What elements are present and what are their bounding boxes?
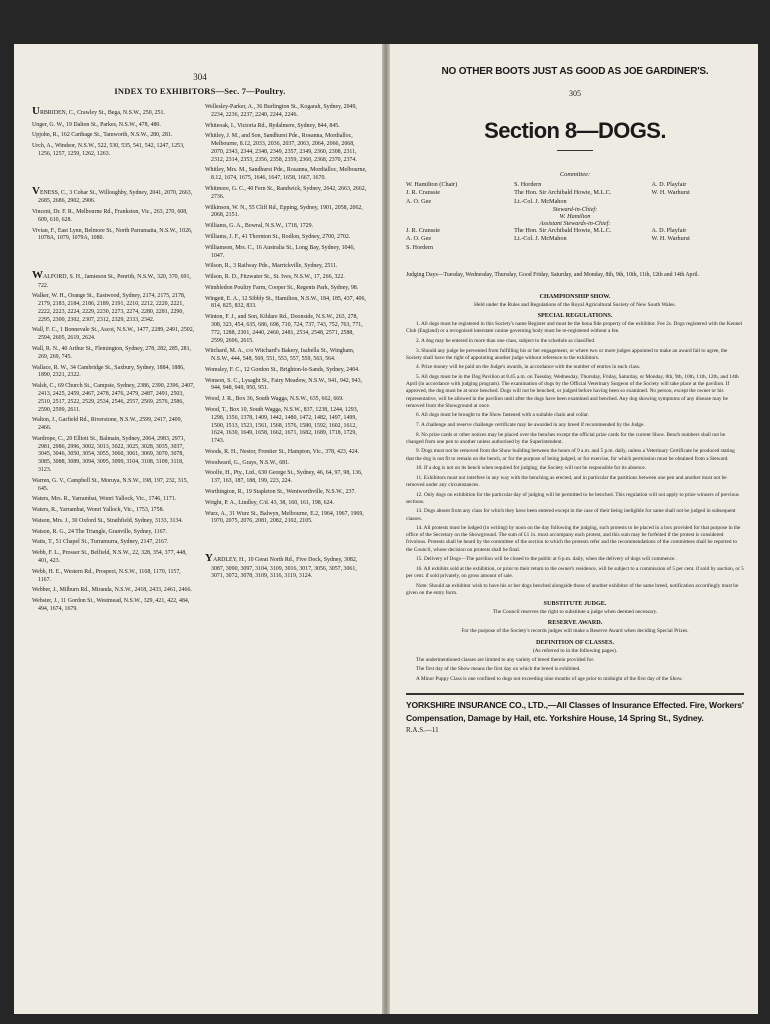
- right-page-number: 305: [569, 89, 581, 98]
- held-under-note: Held under the Rules and Regulations of the Royal Agricultural Society of New South Wales.: [474, 301, 676, 308]
- index-entry: [32, 569, 195, 585]
- index-column-1: [32, 104, 195, 617]
- footer-code: R.A.S.—11: [406, 726, 439, 735]
- entry-text: Williams, J. F., 41 Thornton St., Rodlon, Sydney, 2700, 2702.: [205, 233, 351, 240]
- initial-letter: U: [32, 105, 40, 117]
- entry-text: Wilson, R., 3 Railway Pde., Marrickville, Sydney, 2511.: [205, 263, 338, 270]
- regulations-list: [406, 321, 744, 597]
- index-entry: [32, 327, 195, 343]
- entry-text: Waters, R., Yarrambat, Wonri Yallock, Vic., 1753, 1758.: [32, 507, 164, 514]
- member-name: W. H. Warhurst: [651, 189, 690, 197]
- index-entry: [32, 184, 195, 206]
- index-entry: [205, 348, 368, 364]
- index-entry: [32, 365, 195, 381]
- member-name: Lt.-Col. J. McMahon: [514, 235, 567, 243]
- index-entry: [32, 346, 195, 362]
- assistant-stewards-heading: Assistant Stewards-in-Chief:: [539, 220, 611, 228]
- entry-text: Wallace, R. W., 34 Cambridge St., Saxbury, Sydney, 1884, 1886, 1890, 2321, 2322.: [32, 364, 185, 379]
- judging-days: Judging Days—Tuesday, Wednesday, Thursday, Good Friday, Saturday, and Monday, 8th, 9th, 10th, 11th, 12th and 14th April.: [406, 272, 700, 279]
- index-entry: [205, 223, 368, 231]
- left-page: [14, 44, 382, 1014]
- index-entry: [205, 274, 368, 282]
- entry-text: Wood, J. R., Box 36, South Wagga, N.S.W., 635, 662, 669.: [205, 396, 344, 403]
- definitions-list: [406, 657, 744, 683]
- initial-letter: V: [32, 184, 40, 197]
- index-entry: [32, 539, 195, 547]
- left-page-number: 304: [193, 72, 207, 82]
- regulation-item: 8. No prize cards or other notices may be placed over the benches except the official prize cards for the current Show. Bench numbers shall not be changed from one pen to another unless authorised by the Superintendent.: [406, 431, 726, 445]
- championship-heading: CHAMPIONSHIP SHOW.: [539, 292, 611, 300]
- regulation-item: 16. All exhibits sold at the exhibition, or prior to their return to the owner's residence, will be subject to a commission of 5 per cent. if sold by auction, or 5 per cent. if sold privately, on gross amount of sale.: [406, 565, 744, 579]
- entry-text: Webber, J., Milburn Rd., Miranda, N.S.W., 2418, 2433, 2461, 2466.: [32, 587, 192, 594]
- entry-text: Wilson, R. D., Fitzwater St., St. Ives, N.S.W., 17, 266, 322.: [205, 274, 345, 281]
- definition-item: The first day of the Show means the first day on which the breed is exhibited.: [416, 666, 581, 673]
- entry-text: Wilkinson, W. N., 55 Cliff Rd., Epping, Sydney, 1901, 2058, 2062, 2068, 2151.: [205, 204, 363, 219]
- committee-heading: Committee:: [559, 171, 591, 178]
- entry-text: Wardrope, C., 20 Elliott St., Balmain, Sydney, 2064, 2983, 2971, 2981, 2986, 2996, 3002, 3013, 3022, 3025, 3028, 3035, 3037, 3045, 3046, 3050, 3054, 3055, 3060, 3061, 3069, 3070, 3078, 3085, 3088, 3089, 3094, 3095, 3099, 3104, 3108, 3109, 3118, 3123.: [32, 435, 186, 473]
- entry-text: Waters, Mrs. R., Yarrambat, Wonri Yallock, Vic., 1746, 1171.: [32, 496, 177, 503]
- index-entry: [205, 489, 368, 497]
- index-entry: [205, 133, 368, 164]
- entry-text: Whitley, Mrs. M., Sandhurst Pde., Rosanna, Mordialloc, Melbourne, 8.12, 1674, 1675, 1646, 1647, 1658, 1667, 1670.: [205, 167, 367, 182]
- entry-text: ENESS, C., 3 Cobar St., Willoughby, Sydney, 2041, 2070, 2663, 2685, 2686, 2902, 2906.: [38, 189, 193, 205]
- regulation-item: 1. All dogs must be registered in this Society's name Register and must be the bona fide property of the exhibitor. Fee 2s. Dogs registered with the Kennel Club (England) or a recognised interstate canine governing body must be re-registered without a fee.: [406, 321, 743, 335]
- index-entry: [205, 470, 368, 486]
- regulation-item: 12. Only dogs on exhibition for the particular day of judging will be permitted to be benched. This regulation will not apply to prize winners of previous sections.: [406, 491, 739, 505]
- index-entry: [205, 104, 368, 120]
- entry-text: Woolfe, H., Pty., Ltd., 630 George St., Sydney, 46, 64, 97, 98, 136, 137, 163, 187, 188, 199, 223, 224.: [205, 470, 363, 485]
- member-name: W. Hamilton (Chair): [406, 181, 458, 188]
- member-name: A. O. Gee: [406, 197, 432, 205]
- entry-text: Womsley, F. C., 12 Gordon St., Brighton-le-Sands, Sydney, 2404.: [205, 366, 360, 373]
- entry-text: Warren, G. V., Campbell St., Moruya, N.S.W., 198, 197, 232, 315, 645.: [32, 477, 189, 492]
- right-page: [390, 44, 758, 1014]
- index-entry: [205, 296, 368, 312]
- entry-text: Upjohn, R., 162 Carthage St., Tamworth, N.S.W., 280, 281.: [32, 132, 173, 139]
- entry-text: Wall, R. N., 40 Arthur St., Flemington, Sydney, 278, 282, 285, 281, 269, 269, 745.: [32, 346, 192, 360]
- index-entry: [32, 496, 195, 504]
- regulation-item: 7. A challenge and reserve challenge certificate may be awarded in any breed if recommended by the Judge.: [416, 421, 645, 428]
- chief-steward-heading: Steward-in-Chief:: [552, 206, 598, 214]
- entry-text: Whitmore, G. C., 40 Fern St., Randwick, Sydney, 2642, 2663, 2662, 2736.: [205, 186, 367, 200]
- index-entry: [205, 167, 368, 183]
- member-name: Lt.-Col. J. McMahon: [514, 197, 567, 205]
- regulation-item: 5. All dogs must be in the Dog Pavilion at 8.45 a.m. on Tuesday, Wednesday, Thursday, Friday, Saturday, or Monday, 8th, 9th, 10th, 11th, 12th, and 14th April (in accordance with judging program). The examination of dogs by the Official Veterinary Surgeon of the Society will take place at the pavilion. If approved, the dog must be at once benched. Dogs will not be benched, or judged before having been so examined. No person, except the owner or his representative, will be allowed in the pavilion until after the dogs have been examined and benched. Any dog showing symptoms of any disease may be removed from the Showground at once.: [406, 374, 739, 409]
- regulation-item: 4. Prize money will be paid on the Judge's awards, in accordance with the number of entries in each class.: [416, 364, 641, 371]
- index-entry: [205, 314, 368, 345]
- entry-text: Unger, G. W., 19 Dalton St., Parkes, N.S.W., 478, 480.: [32, 121, 161, 128]
- index-entry: [32, 518, 195, 526]
- index-entry: [205, 186, 368, 202]
- regulation-item: 6. All dogs must be brought to the Show fastened with a suitable chain and collar.: [416, 412, 589, 419]
- substitute-judge-text: The Council reserves the right to substitute a judge when deemed necessary.: [492, 608, 658, 615]
- entry-text: Witchard, M. A., c/o Witchard's Bakery, Isabella St., Wingham, N.S.W., 444, 548, 569, 551, 553, 557, 559, 563, 564.: [205, 348, 355, 363]
- insurance-advert: YORKSHIRE INSURANCE CO., LTD.,—All Classes of Insurance Effected. Fire, Workers' Compensation, Damage by Hail, etc. Yorkshire House, 14 Spring St., Sydney.: [406, 693, 744, 724]
- index-entry: [205, 245, 368, 261]
- regulation-item: Note: Should an exhibitor wish to have his or her dogs benched alongside those of another exhibitor of the same breed, notification accordingly must be given on the entry form.: [406, 582, 739, 596]
- entry-text: Williams, G. A., Bowral, N.S.W., 1718, 1729.: [205, 223, 314, 230]
- member-name: A. D. Playfair: [651, 227, 687, 235]
- entry-text: Walsh, C., 69 Church St., Campsie, Sydney, 2386, 2390, 2396, 2407, 2413, 2425, 2459, 2467, 2478, 2476, 2479, 2487, 2491, 2503, 2510, 2517, 2522, 2529, 2534, 2546, 2557, 2569, 2576, 2586, 2590, 2599, 2611.: [32, 383, 195, 413]
- regulation-item: 11. Exhibitors must not interfere in any way with the benching as erected, and in particular the partitions between one pen and another must not be removed under any circumstances.: [406, 474, 727, 488]
- index-entry: [205, 511, 368, 527]
- entry-text: Wall, F. C., 1 Bonnevale St., Ascot, N.S.W., 1477, 2289, 2491, 2502, 2594, 2605, 2619, 2624.: [32, 327, 195, 342]
- entry-text: Wingett, E. A., 12 Sibbly St., Hamilton, N.S.W., 184, 185, 437, 406, 814, 825, 832, 833.: [205, 295, 366, 310]
- index-column-2: [205, 104, 368, 617]
- entry-text: Wright, P. A., Lindley, C/d. 43, 38, 160, 161, 198, 624.: [205, 499, 334, 506]
- initial-letter: W: [32, 269, 43, 282]
- entry-text: ARDLEY, H., 10 Great North Rd., Five Dock, Sydney, 3082, 3087, 3090, 3097, 3104, 3109, 3016, 3017, 3056, 3057, 3061, 3071, 3072, 3078, 3109, 3116, 3119, 3124.: [211, 557, 358, 580]
- reserve-award-heading: RESERVE AWARD.: [547, 619, 603, 627]
- member-name: The Hon. Sir Archibald Howie, M.L.C.: [514, 189, 612, 197]
- entry-text: RBRIDEN, C., Crawley St., Bega, N.S.W., 250, 251.: [39, 110, 165, 116]
- entry-text: Vivian, F., East Lynn, Belmore St., North Parramatta, N.S.W., 1026, 1078A, 1079, 1079A, 1080.: [32, 227, 193, 242]
- entry-text: Williamson, Mrs. C., 16 Australia St., Long Bay, Sydney, 1046, 1047.: [205, 244, 355, 259]
- definition-heading: DEFINITION OF CLASSES.: [536, 638, 614, 646]
- member-name: W. H. Warhurst: [651, 235, 690, 243]
- index-entry: [32, 268, 195, 290]
- regulation-item: 3. Should any judge be prevented from fulfilling his or her engagement, or where two or more judges appointed to make an award fail to agree, the Society shall have the right of appointing another judge without reference to the exhibitors.: [406, 347, 728, 361]
- reserve-award-text: For the purpose of the Society's records judges will make a Reserve Award when deciding Special Prizes.: [461, 628, 689, 635]
- index-entry: [32, 293, 195, 324]
- index-entry: [32, 550, 195, 566]
- index-entry: [32, 598, 195, 614]
- index-entry: [205, 123, 368, 131]
- member-name: [652, 244, 744, 252]
- entry-text: Watson, R. G., 24 The Triangle, Granville, Sydney, 1167.: [32, 528, 167, 535]
- entry-text: Winton, F. J., and Son, Kildare Rd., Doonside, N.S.W., 263, 278, 308, 323, 454, 635, 686, 698, 710, 724, 737, 743, 752, 763, 771, 772, 1288, 2301, 2440, 2460, 2481, 2534, 2548, 2571, 2588, 2599, 2606, 2615.: [205, 314, 363, 344]
- entry-text: Whitley, J. M., and Son, Sandhurst Pde., Rosanna, Mordialloc, Melbourne, 8.12, 2033, 2036, 2037, 2063, 2064, 2066, 2068, 2070, 2343, 2344, 2348, 2349, 2357, 2349, 2360, 2308, 2311, 2312, 2314, 2353, 2356, 2358, 2359, 2360, 2368, 2370, 2374.: [205, 133, 357, 163]
- entry-text: Walton, J., Garfield Rd., Riverstone, N.S.W., 2599, 2417, 2409, 2466.: [32, 417, 182, 432]
- index-entry: [205, 205, 368, 221]
- index-entry: [32, 529, 195, 537]
- assistant-stewards-list: [406, 227, 744, 252]
- entry-text: Wood, T., Box 10, South Wagga, N.S.W., 837, 1238, 1244, 1293, 1298, 1356, 1378, 1409, 1442, 1480, 1472, 1482, 1497, 1499, 1500, 1513, 1523, 1561, 1568, 1576, 1580, 1592, 1602, 1612, 1624, 1630, 1649, 1658, 1662, 1671, 1682, 1689, 1718, 1729, 1743.: [205, 407, 359, 445]
- index-entry: [32, 478, 195, 494]
- entry-text: Webb, H. E., Western Rd., Prospect, N.S.W., 1168, 1170, 1157, 1167.: [32, 568, 181, 583]
- entry-text: Worthington, R., 19 Stapleton St., Wentworthville, N.S.W., 237.: [205, 489, 356, 496]
- index-entry: [32, 209, 195, 225]
- committee-list: [406, 181, 744, 206]
- entry-text: Woodward, G., Grays, N.S.W., 681.: [205, 459, 290, 466]
- entry-text: Wonson, S. C., Lysaght St., Fairy Meadow, N.S.W., 941, 942, 943, 944, 948, 949, 950, 951.: [205, 377, 362, 392]
- letter-gap: [205, 529, 368, 551]
- entry-text: Watts, T., 51 Chapel St., Turramurra, Sydney, 2147, 2167.: [32, 539, 169, 546]
- index-entry: [32, 143, 195, 159]
- index-entry: [205, 407, 368, 446]
- letter-gap: [32, 246, 195, 268]
- entry-text: Vincent, Dr. F. R., Melbourne Rd., Frankston, Vic., 263, 270, 608, 609, 610, 628.: [32, 208, 188, 223]
- index-entry: [205, 500, 368, 508]
- index-entry: [32, 132, 195, 140]
- index-entry: [205, 396, 368, 404]
- running-head-advert: NO OTHER BOOTS JUST AS GOOD AS JOE GARDINER'S.: [441, 66, 709, 77]
- regulation-item: 14. All protests must be lodged (in writing) by noon on the day following the judging, such protests to be placed in a box provided for that purpose in the office of the Secretary on the Showground. The sum of £1 1s. must accompany each protest, and this sum may be forfeited if the protest is considered frivolous. Protests shall be heard by the committee of the section to which the protests refer and the recommendations of the committees shall be reported to the Council, whose decision on protests shall be final.: [406, 525, 741, 553]
- entry-text: Webster, J., 11 Gordon St., Westmead, N.S.W., 329, 421, 422, 484, 494, 1674, 1679.: [32, 598, 190, 612]
- member-name: A. D. Playfair: [651, 181, 687, 188]
- entry-text: Wimbledon Poultry Farm, Cooper St., Regents Park, Sydney, 98.: [205, 284, 359, 291]
- chief-steward-name: W. Hamilton: [559, 213, 591, 221]
- regulation-item: 9. Dogs must not be removed from the Show building between the hours of 9 a.m. and 5 p.m. daily, unless a Veterinary Certificate be produced stating that the dog is not fit to remain on the bench, or for the purpose of being judged, or for exercise, for which permission must be obtained from a Steward.: [406, 448, 735, 462]
- book-gutter: [382, 44, 390, 1014]
- index-entry: [205, 449, 368, 457]
- entry-text: Urch, A., Windsor, N.S.W., 522, 530, 535, 541, 542, 1247, 1253, 1256, 1257, 1259, 1262, 1263.: [32, 143, 185, 157]
- title-rule: [557, 150, 593, 151]
- entry-text: Wurz, A., 31 Wurz St., Balwyn, Melbourne, E.2, 1964, 1967, 1969, 1970, 2075, 2076, 2081, 2082, 2102, 2105.: [205, 510, 364, 525]
- index-entry: [205, 367, 368, 375]
- index-entry: [32, 436, 195, 475]
- index-entry: [32, 228, 195, 244]
- regulation-item: 10. If a dog is not on its bench when required for judging, the Society will not be responsible for its absence.: [416, 465, 647, 472]
- entry-text: Walker, W. H., Orange St., Eastwood, Sydney, 2174, 2175, 2178, 2179, 2183, 2184, 2186, 2189, 2191, 2210, 2212, 2220, 2221, 2222, 2223, 2224, 2229, 2230, 2273, 2274, 2280, 2281, 2290, 2295, 2300, 2302, 2307, 2312, 2329, 2333, 2342.: [32, 293, 186, 323]
- index-entry: [32, 383, 195, 414]
- index-columns: [32, 104, 368, 617]
- index-entry: [205, 263, 368, 271]
- letter-gap: [32, 162, 195, 184]
- entry-text: Whiteoak, I., Victoria Rd., Rydalmere, Sydney, 844, 845.: [205, 122, 340, 129]
- index-entry: [205, 551, 368, 581]
- regulation-item: 13. Dogs absent from any class for which they have been entered except in the case of their being ineligible for same shall not be judged in subsequent classes.: [406, 508, 736, 522]
- index-entry: [205, 460, 368, 468]
- index-entry: [32, 417, 195, 433]
- entry-text: Wellesley-Parker, A., 36 Burlington St., Kogarah, Sydney, 2049, 2234, 2236, 2237, 2240, 2244, 2246.: [205, 104, 357, 118]
- member-name: The Hon. Sir Archibald Howie, M.L.C.: [514, 227, 612, 235]
- member-name: [652, 198, 744, 206]
- regulation-item: 2. A dog may be entered in more than one class, subject to the schedule as classified.: [416, 338, 596, 345]
- member-name: S. Hordern: [406, 243, 434, 251]
- index-entry: [32, 507, 195, 515]
- special-regulations-heading: SPECIAL REGULATIONS.: [537, 312, 613, 320]
- member-name: J. R. Cranssie: [406, 189, 441, 197]
- entry-text: ALFORD, S. H., Jamieson St., Penrith, N.S.W., 320, 370, 691, 722.: [38, 274, 191, 289]
- definition-item: The undermentioned classes are limited to any variety of breed therein provided for.: [416, 656, 595, 663]
- index-entry: [205, 378, 368, 394]
- substitute-judge-heading: SUBSTITUTE JUDGE.: [543, 599, 607, 607]
- index-entry: [32, 587, 195, 595]
- section-title: Section 8—DOGS.: [484, 118, 666, 143]
- entry-text: Watson, Mrs. J., 30 Oxford St., Strathfield, Sydney, 3133, 3134.: [32, 517, 183, 524]
- member-name: J. R. Cranssie: [406, 227, 441, 235]
- index-entry: [32, 104, 195, 119]
- member-name: A. O. Gee: [406, 235, 432, 243]
- initial-letter: Y: [205, 552, 213, 565]
- definition-item: A Minor Puppy Class is one confined to dogs not exceeding nine months of age prior to midnight of the first day of the Show.: [416, 676, 683, 683]
- index-entry: [205, 234, 368, 242]
- index-entry: [32, 122, 195, 130]
- member-name: S. Hordern: [514, 181, 542, 188]
- entry-text: Webb, F. L., Prosser St., Belfield, N.S.W., 22, 328, 354, 377, 448, 401, 423.: [32, 550, 187, 565]
- entry-text: Woods, R. H., Nestor, Frontier St., Hampton, Vic., 378, 423, 424.: [205, 448, 360, 455]
- definition-subheading: (As referred to in the following pages).: [532, 647, 618, 654]
- regulation-item: 15. Delivery of Dogs—The pavilion will be closed to the public at 6 p.m. daily, when the delivery of dogs will commence.: [416, 556, 676, 563]
- member-name: [514, 244, 645, 252]
- index-title: INDEX TO EXHIBITORS—Sec. 7—Poultry.: [114, 86, 286, 96]
- index-entry: [205, 285, 368, 293]
